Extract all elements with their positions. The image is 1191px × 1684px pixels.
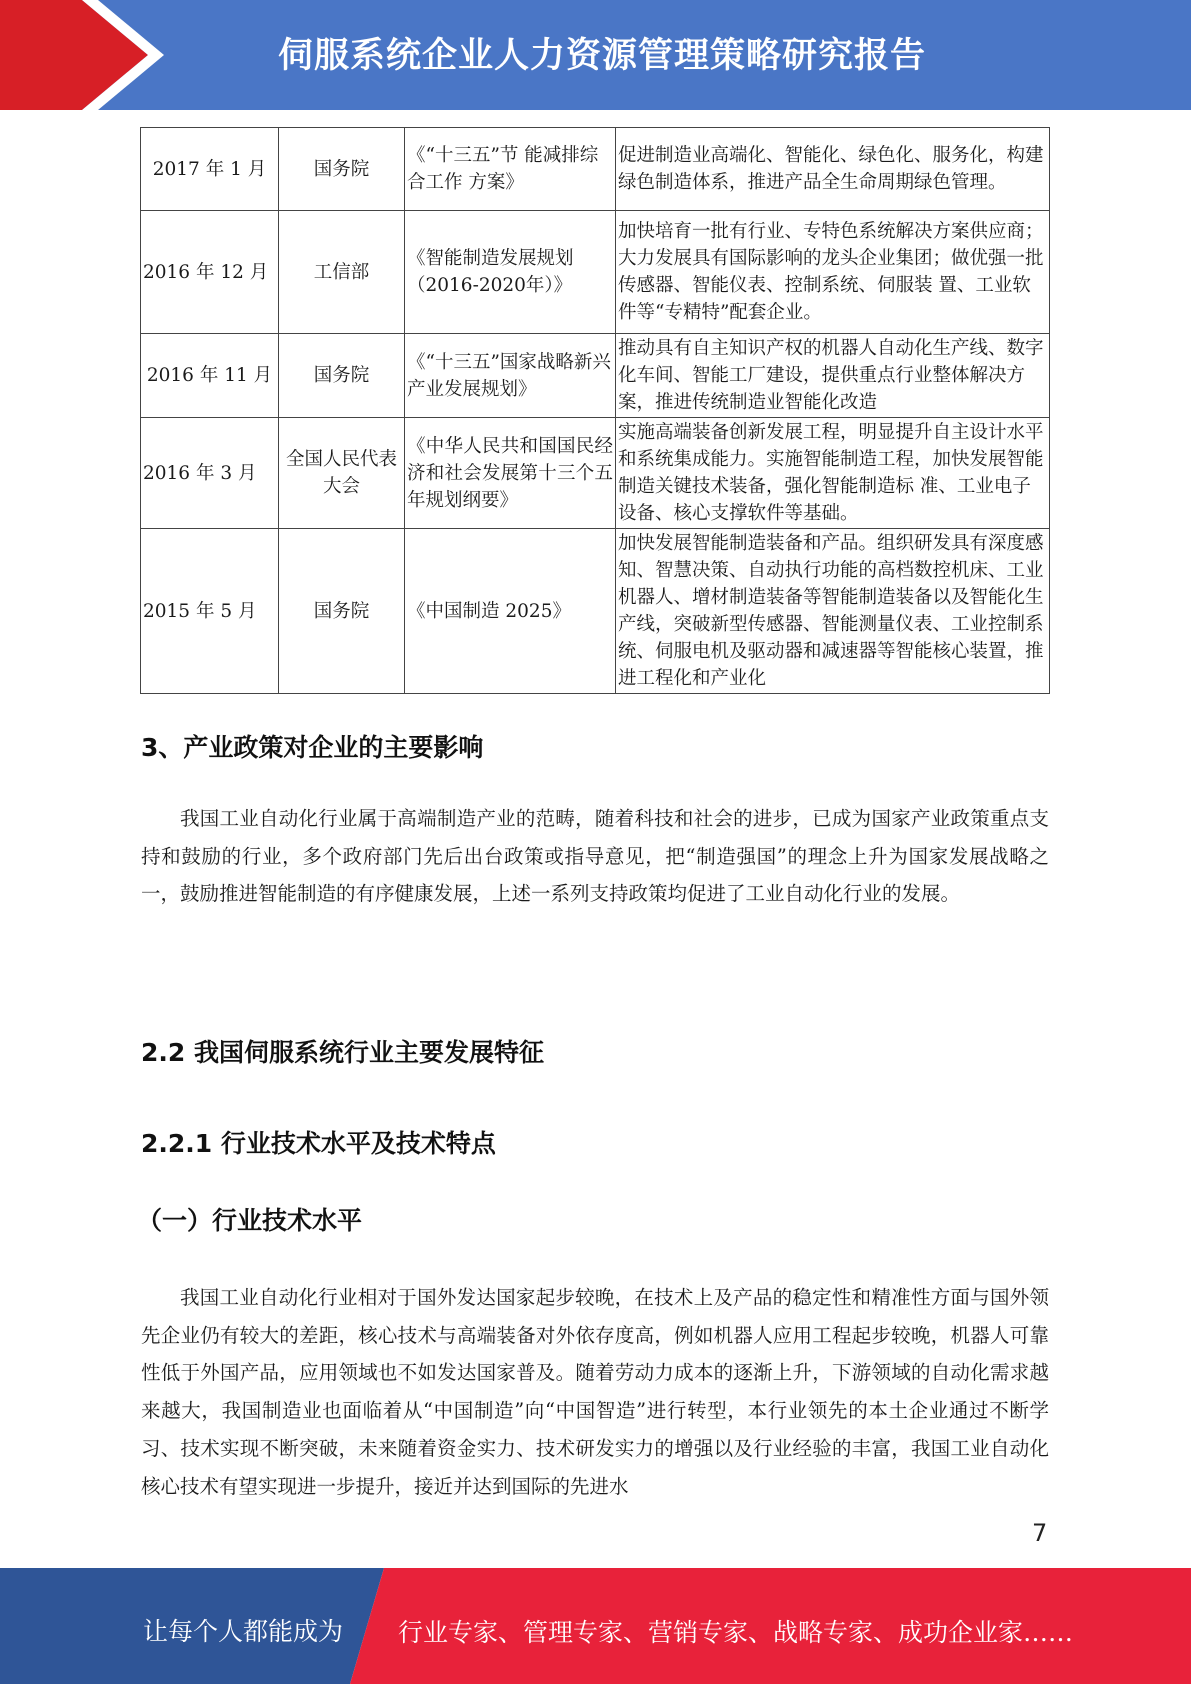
table-row (141, 418, 1050, 529)
report-title: 伺服系统企业人力资源管理策略研究报告 (278, 36, 927, 76)
section-heading: 3、产业政策对企业的主要影响 (141, 733, 484, 762)
footer-slogan-left: 让每个人都能成为 (143, 1617, 344, 1646)
subsection-heading: 2.2.1 行业技术水平及技术特点 (141, 1129, 496, 1158)
page-number: 7 (1032, 1519, 1048, 1547)
policy-content: 促进制造业高端化、智能化、绿色化、服务化，构建绿色制造体系，推进产品全生命周期绿色管理。 (616, 128, 1050, 211)
policy-content: 加快发展智能制造装备和产品。组织研发具有深度感知、智慧决策、自动执行功能的高档数控机床、工业机器人、增材制造装备等智能制造装备以及智能化生产线，突破新型传感器、智能测量仪表、工业控制系统、伺服电机及驱动器和减速器等智能核心装置，推进工程化和产业化 (616, 529, 1050, 694)
policy-department: 国务院 (279, 334, 405, 418)
policy-date: 2017 年 1 月 (141, 128, 279, 211)
policy-date: 2016 年 12 月 (141, 211, 279, 334)
policy-document: 《智能制造发展规划（2016-2020年）》 (405, 211, 616, 334)
policy-date: 2015 年 5 月 (141, 529, 279, 694)
body-paragraph: 我国工业自动化行业属于高端制造产业的范畴，随着科技和社会的进步，已成为国家产业政策重点支持和鼓励的行业，多个政府部门先后出台政策或指导意见，把“制造强国”的理念上升为国家发展战略之一，鼓励推进智能制造的有序健康发展，上述一系列支持政策均促进了工业自动化行业的发展。 (141, 807, 1049, 906)
policy-date: 2016 年 3 月 (141, 418, 279, 529)
policy-document: 《“十三五”国家战略新兴产业发展规划》 (405, 334, 616, 418)
header-arrow-icon (0, 0, 300, 110)
policy-content: 实施高端装备创新发展工程，明显提升自主设计水平和系统集成能力。实施智能制造工程，加快发展智能制造关键技术装备，强化智能制造标 准、工业电子设备、核心支撑软件等基础。 (616, 418, 1050, 529)
subsection-heading: （一）行业技术水平 (137, 1206, 363, 1235)
body-paragraph: 我国工业自动化行业相对于国外发达国家起步较晚，在技术上及产品的稳定性和精准性方面与国外领先企业仍有较大的差距，核心技术与高端装备对外依存度高，例如机器人应用工程起步较晚，机器人可靠性低于外国产品，应用领域也不如发达国家普及。随着劳动力成本的逐渐上升，下游领域的自动化需求越来越大，我国制造业也面临着从“中国制造”向“中国智造”进行转型，本行业领先的本土企业通过不断学习、技术实现不断突破，未来随着资金实力、技术研发实力的增强以及行业经验的丰富，我国工业自动化核心技术有望实现进一步提升，接近并达到国际的先进水 (141, 1286, 1049, 1498)
footer-slogan-right: 行业专家、管理专家、营销专家、战略专家、成功企业家…… (398, 1618, 1074, 1647)
policy-document: 《中国制造 2025》 (405, 529, 616, 694)
table-row (141, 529, 1050, 694)
page-header (0, 0, 1191, 110)
policy-department: 全国人民代表大会 (279, 418, 405, 529)
policy-document: 《中华人民共和国国民经济和社会发展第十三个五年规划纲要》 (405, 418, 616, 529)
section-heading: 2.2 我国伺服系统行业主要发展特征 (141, 1038, 544, 1067)
policy-department: 国务院 (279, 529, 405, 694)
page-footer (0, 1568, 1191, 1684)
policy-department: 工信部 (279, 211, 405, 334)
policy-content: 加快培育一批有行业、专特色系统解决方案供应商；大力发展具有国际影响的龙头企业集团；做优强一批传感器、智能仪表、控制系统、伺服装 置、工业软件等“专精特”配套企业。 (616, 211, 1050, 334)
policy-department: 国务院 (279, 128, 405, 211)
table-row (141, 334, 1050, 418)
table-row (141, 211, 1050, 334)
policy-content: 推动具有自主知识产权的机器人自动化生产线、数字化车间、智能工厂建设，提供重点行业整体解决方案，推进传统制造业智能化改造 (616, 334, 1050, 418)
table-row (141, 128, 1050, 211)
policy-table (140, 127, 1050, 694)
policy-date: 2016 年 11 月 (141, 334, 279, 418)
policy-document: 《“十三五”节 能减排综合工作 方案》 (405, 128, 616, 211)
